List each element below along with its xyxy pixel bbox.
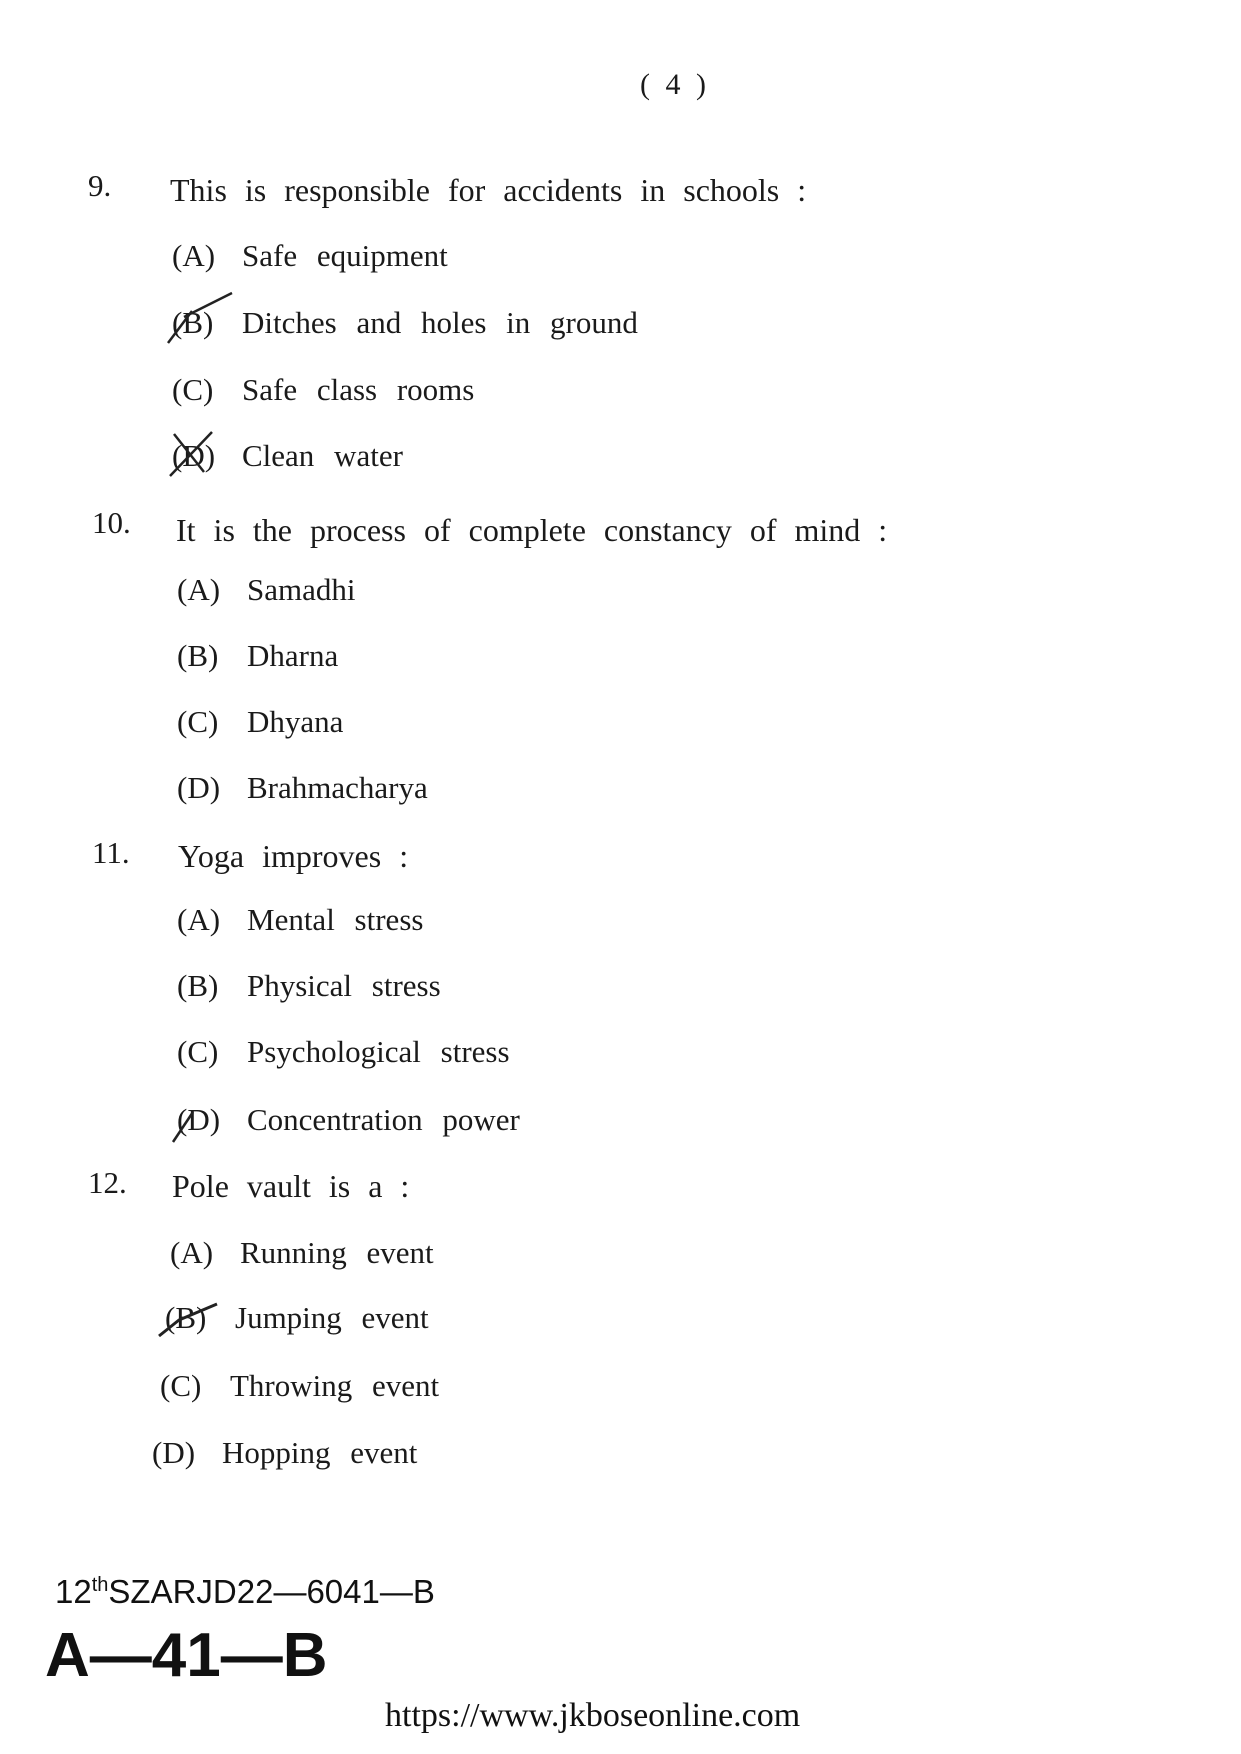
option-letter: (B) [177,968,219,1003]
option-letter: (C) [177,1034,219,1069]
option [177,572,356,608]
option [177,968,441,1004]
option [170,1235,434,1271]
option [177,638,338,674]
option-text: Brahmacharya [247,770,428,805]
page-number: ( 4 ) [640,68,710,101]
source-url: https://www.jkboseonline.com [385,1697,801,1734]
option-letter: (B) [177,638,219,673]
option-text: Clean water [242,438,403,473]
option-text: Mental stress [247,902,424,937]
option-letter: (C) [160,1368,202,1403]
option [152,1435,417,1471]
option-text: Safe class rooms [242,372,475,407]
option-letter: (B) [172,305,242,341]
option-text: Concentration power [247,1102,520,1137]
question-text: It is the process of complete constancy of mind : [176,512,888,548]
option-letter: (B) [165,1300,235,1336]
question-number: 11. [92,835,130,870]
question-text: This is responsible for accidents in schools : [170,172,807,208]
question-text: Yoga improves : [178,838,409,874]
option-text: Dharna [247,638,339,673]
option-text: Dhyana [247,704,344,739]
question-number: 10. [92,505,131,540]
option-text: Physical stress [247,968,441,1003]
option-text: Safe equipment [242,238,448,273]
option [172,238,448,274]
option-letter: (A) [177,902,221,937]
option-letter: (C) [172,372,214,407]
option-text: Ditches and holes in ground [242,305,638,340]
option [177,902,423,938]
option [160,1368,439,1404]
option [177,770,428,806]
series-label: A—41—B [45,1621,328,1690]
option-text: Running event [240,1235,434,1270]
option [172,305,638,341]
option-letter: (A) [170,1235,214,1270]
question-number: 9. [88,168,112,203]
option [177,1102,520,1138]
option [172,372,474,408]
paper-code: 12thSZARJD22—6041—B [55,1573,435,1610]
option-letter: (A) [177,572,221,607]
option-letter: (D) [177,1102,247,1138]
option-letter: (D) [177,770,221,805]
option-text: Psychological stress [247,1034,510,1069]
option [177,1034,510,1070]
option-letter: (D) [172,438,242,474]
option-text: Samadhi [247,572,356,607]
option-text: Hopping event [222,1435,418,1470]
option-text: Throwing event [230,1368,440,1403]
option-letter: (D) [152,1435,196,1470]
question-number: 12. [88,1165,127,1200]
option [165,1300,429,1336]
option-text: Jumping event [235,1300,429,1335]
option [172,438,403,474]
question-text: Pole vault is a : [172,1168,410,1204]
option-letter: (C) [177,704,219,739]
option [177,704,343,740]
option-letter: (A) [172,238,216,273]
